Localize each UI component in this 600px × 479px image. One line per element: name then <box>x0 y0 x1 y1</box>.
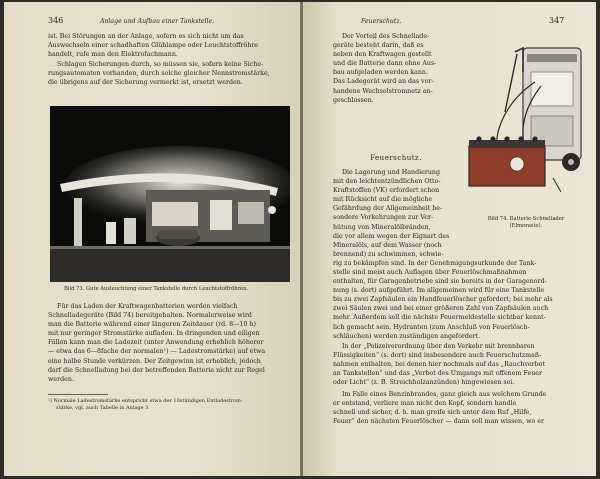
text-line: ist. Bei Störungen an der Anlage, sofern es sich nicht um das <box>48 33 244 40</box>
text-line: eine halbe Stunde verkürzen. Der Zeitgewinn ist erheblich, jedoch <box>48 357 261 365</box>
book-spread <box>4 2 596 476</box>
text-line: stelle sind meist auch Auflagen über Feuerlöschmaßnahmen <box>333 269 527 276</box>
text-line: mit nur geringer Stromstärke aufladen. In dringenden und eiligen <box>48 330 260 338</box>
intro-paragraph <box>48 32 288 59</box>
text-line: Kraftstoffen (VK) erfordert schon <box>333 187 440 195</box>
text-line: hütung von Mineralölbränden, <box>333 223 431 231</box>
text-line: handelt, rufe man den Elektrofachmann. <box>48 51 178 59</box>
text-line: handene Wechselstromnetz an- <box>333 87 433 95</box>
footnote <box>48 398 284 411</box>
text-line: geräte besteht darin, daß es <box>333 42 424 50</box>
text-line: darf die Schnelladung bei der betreffenden Batterie nicht zur Regel <box>48 366 265 374</box>
text-line: Mineralöls, auf dem Wasser (noch <box>333 241 442 249</box>
text-line: nung (s. dort) aufgeführt. Im allgemeinen wird für eine Tankstelle <box>333 287 545 295</box>
figure-caption <box>471 216 581 230</box>
text-line: und die Batterie dann ohne Aus- <box>333 60 437 68</box>
paragraph-laden <box>48 302 288 384</box>
text-line: enthalten, für Garagenbetriebe sind sie bereits in der Garagenord- <box>333 278 547 286</box>
text-line: Gefährdung der Allgemeinheit be- <box>333 205 443 213</box>
page-number: 346 <box>48 16 64 25</box>
text-line: oder Licht“ (z. B. Streichholzanzünden) hingewiesen sei. <box>333 379 515 387</box>
footnote-line: stärke, vgl. auch Tabelle in Anlage 3. <box>56 404 150 411</box>
text-line: brennend) zu schwimmen, schwie- <box>333 250 444 258</box>
text-line: neben den Kraftwagen gestellt <box>333 51 432 59</box>
paragraph-brand <box>333 390 569 426</box>
text-line: an Tankstellen“ und das „Verbot des Umgangs mit offenem Feuer <box>333 370 542 378</box>
text-line: Fällen kann man die Ladezeit (unter Anwendung erheblich höherer <box>48 339 264 347</box>
text-line: man die Batterie während einer längeren Zeitdauer (rd. 8—10 h) <box>48 321 256 329</box>
left-page <box>4 2 301 476</box>
paragraph-polizeiverordnung <box>333 342 569 387</box>
text-line: lich gemacht sein. Hydranten (zum Anschluß von Feuerlösch- <box>333 323 530 331</box>
text-line: nahmen enthalten, bei denen hier nochmals auf das „Rauchverbot <box>333 361 545 369</box>
text-line: mit Rücksicht auf die mögliche <box>333 196 433 204</box>
text-line: mit den leichtentzündlichen Otto- <box>333 178 441 186</box>
running-head: Anlage und Aufbau einer Tankstelle. <box>100 18 215 25</box>
text-line: schnell und sicher, d. h. man greife sich unter dem Ruf „Hilfe, <box>333 409 532 417</box>
text-line: bau aufgeladen werden kann. <box>333 69 428 77</box>
text-line: geschlossen. <box>333 96 374 104</box>
text-line: mehr. Außerdem soll die nächste Feuermeldestelle sichtbar kennt- <box>333 314 546 322</box>
text-line: Im Falle eines Benzinbrandes, ganz gleich aus welchem Grunde <box>342 391 547 398</box>
running-head: Feuerschutz. <box>361 18 402 25</box>
footnote-rule <box>48 394 108 395</box>
text-line: Flüssigkeiten“ (s. dort) sind insbesondere auch Feuerschutzmaß- <box>333 352 542 360</box>
text-line-wide <box>333 259 569 268</box>
text-line: die vor allem wegen der Eignart des <box>333 232 450 240</box>
text-line: Die Lagerung und Handierung <box>342 169 441 176</box>
gas-station-night-photo <box>50 106 290 282</box>
text-line: die übrigens auf der Sicherung vermerkt ist, ersetzt werden. <box>48 79 243 87</box>
battery-charger-illustration <box>465 42 589 214</box>
page-number: 347 <box>549 16 565 25</box>
text-line: Schlagen Sicherungen durch, so müssen sie, sofern keine Siche- <box>57 61 264 68</box>
paragraph-lagerung-full <box>333 268 569 341</box>
text-line: — etwa das 6—8fache der normalen¹) — Ladestromstärke) auf etwa <box>48 348 266 356</box>
caption-line: Bild 74. Batterie-Schnellader <box>487 216 565 222</box>
text-line: Der Vorteil des Schnellade- <box>342 33 430 40</box>
text-line: Das Ladegerät wird an das vor- <box>333 78 434 86</box>
text-line: Auswechseln einer schadhaften Glühlampe oder Leuchtstoffröhre <box>48 42 259 50</box>
text-line: sondere Vorkehrungen zur Ver- <box>333 214 434 222</box>
text-line: zwei Säulen zwei und bei einer größeren Zahl von Zapfsäulen auch <box>333 305 549 313</box>
text-line: Feuer“ den nächsten Feuerlöscher — dann soll man wissen, wo er <box>333 418 545 426</box>
text-line: bis zu zwei Zapfsäulen ein Handfeuerlöscher gefordert; bei mehr als <box>333 296 553 304</box>
paragraph-sicherungen <box>48 60 288 87</box>
right-page <box>303 2 596 476</box>
footnote-line: ¹) Normale Ladestromstärke entspricht etwa der 10stündigen Entladestrom- <box>48 398 243 404</box>
section-heading: Feuerschutz. <box>370 154 422 162</box>
text-line: Für das Laden der Kraftwagenbatterien werden vielfach <box>57 303 238 310</box>
caption-line: (Elmoraste). <box>509 223 543 229</box>
text-line: schläuchen) werden zuständigen angefordert. <box>333 332 481 340</box>
text-line: rungsautomaten vorhanden, durch solche gleicher Nennstromstärke, <box>48 70 270 78</box>
figure-caption: Bild 73. Gute Ausleuchtung einer Tankstelle durch Leuchtstoffröhren. <box>64 286 249 292</box>
text-line: rig zu bekämpfen sind. In der Genehmigungsurkunde der Tank- <box>333 260 537 267</box>
battery-charger-figure <box>465 42 589 214</box>
text-line: er entstand, verliere man nicht den Kopf, sondern handle <box>333 400 517 408</box>
text-line: In der „Polizeiverordnung über den Verkehr mit brennbaren <box>342 343 535 350</box>
text-line: werden. <box>48 375 74 383</box>
paragraph-vorteil <box>333 32 459 105</box>
gas-station-illustration <box>50 106 290 282</box>
paragraph-lagerung-narrow <box>333 168 459 259</box>
text-line: Schnelladegeräte (Bild 74) bereitgehalten. Normalerweise wird <box>48 312 252 320</box>
